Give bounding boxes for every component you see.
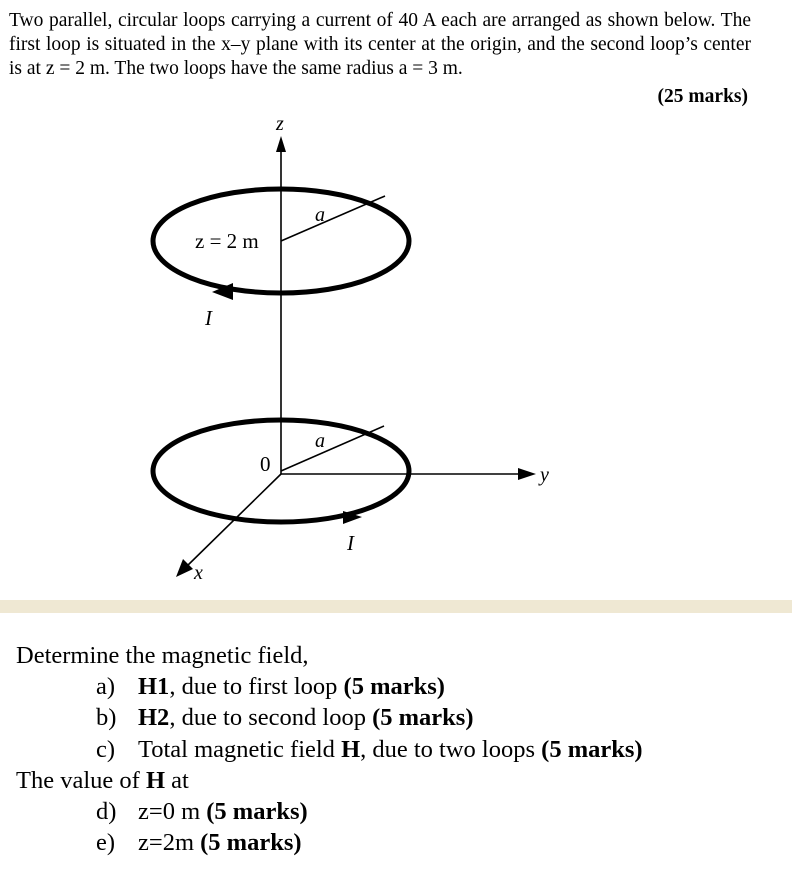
y-axis-arrowhead bbox=[518, 468, 536, 480]
question-c-pre: Total magnetic field bbox=[138, 736, 342, 763]
y-axis-label: y bbox=[540, 464, 549, 486]
question-b-term: H2 bbox=[138, 704, 170, 731]
question-d-marks: (5 marks) bbox=[206, 798, 308, 825]
question-c bbox=[96, 734, 643, 765]
upper-radius-line bbox=[281, 196, 385, 241]
section-divider bbox=[0, 600, 792, 613]
questions-intro: Determine the magnetic field, bbox=[16, 642, 309, 669]
z-axis-label: z bbox=[276, 113, 284, 135]
question-b-marks: (5 marks) bbox=[372, 704, 474, 731]
question-a bbox=[96, 671, 445, 702]
question-c-label: c) bbox=[96, 736, 116, 763]
lower-radius-label: a bbox=[315, 430, 325, 452]
value-intro-pre: The value of bbox=[16, 767, 146, 794]
question-d-text: z=0 m bbox=[138, 798, 207, 825]
question-b-text: , due to second loop bbox=[169, 704, 373, 731]
question-d-label: d) bbox=[96, 798, 117, 825]
origin-label: 0 bbox=[260, 452, 271, 476]
question-e bbox=[96, 827, 302, 858]
question-e-marks: (5 marks) bbox=[200, 829, 302, 856]
question-b-label: b) bbox=[96, 704, 117, 731]
value-intro bbox=[16, 765, 189, 796]
question-a-text: , due to first loop bbox=[169, 673, 344, 700]
total-marks: (25 marks) bbox=[657, 86, 748, 107]
question-c-marks: (5 marks) bbox=[541, 736, 643, 763]
question-c-term: H bbox=[341, 736, 361, 763]
question-d bbox=[96, 796, 308, 827]
problem-intro: Two parallel, circular loops carrying a current of 40 A each are arranged as shown below. The first loop is situated in the x–y plane with its center at the origin, and the second loop’s center is at z = 2 m. The two loops have the same radius a = 3 m. bbox=[9, 10, 751, 79]
lower-radius-line bbox=[281, 426, 384, 471]
value-intro-post: at bbox=[165, 767, 189, 794]
upper-loop-height-label: z = 2 m bbox=[195, 229, 259, 253]
lower-current-label: I bbox=[347, 531, 354, 555]
question-c-text: , due to two loops bbox=[360, 736, 542, 763]
question-a-term: H1 bbox=[138, 673, 170, 700]
question-e-text: z=2m bbox=[138, 829, 201, 856]
upper-radius-label: a bbox=[315, 204, 325, 226]
upper-current-label: I bbox=[205, 306, 212, 330]
question-e-label: e) bbox=[96, 829, 116, 856]
z-axis-arrowhead bbox=[276, 136, 286, 152]
question-a-label: a) bbox=[96, 673, 116, 700]
value-intro-term: H bbox=[145, 767, 165, 794]
question-b bbox=[96, 702, 473, 733]
question-a-marks: (5 marks) bbox=[343, 673, 445, 700]
questions-section bbox=[0, 613, 792, 872]
x-axis-label: x bbox=[194, 562, 203, 584]
